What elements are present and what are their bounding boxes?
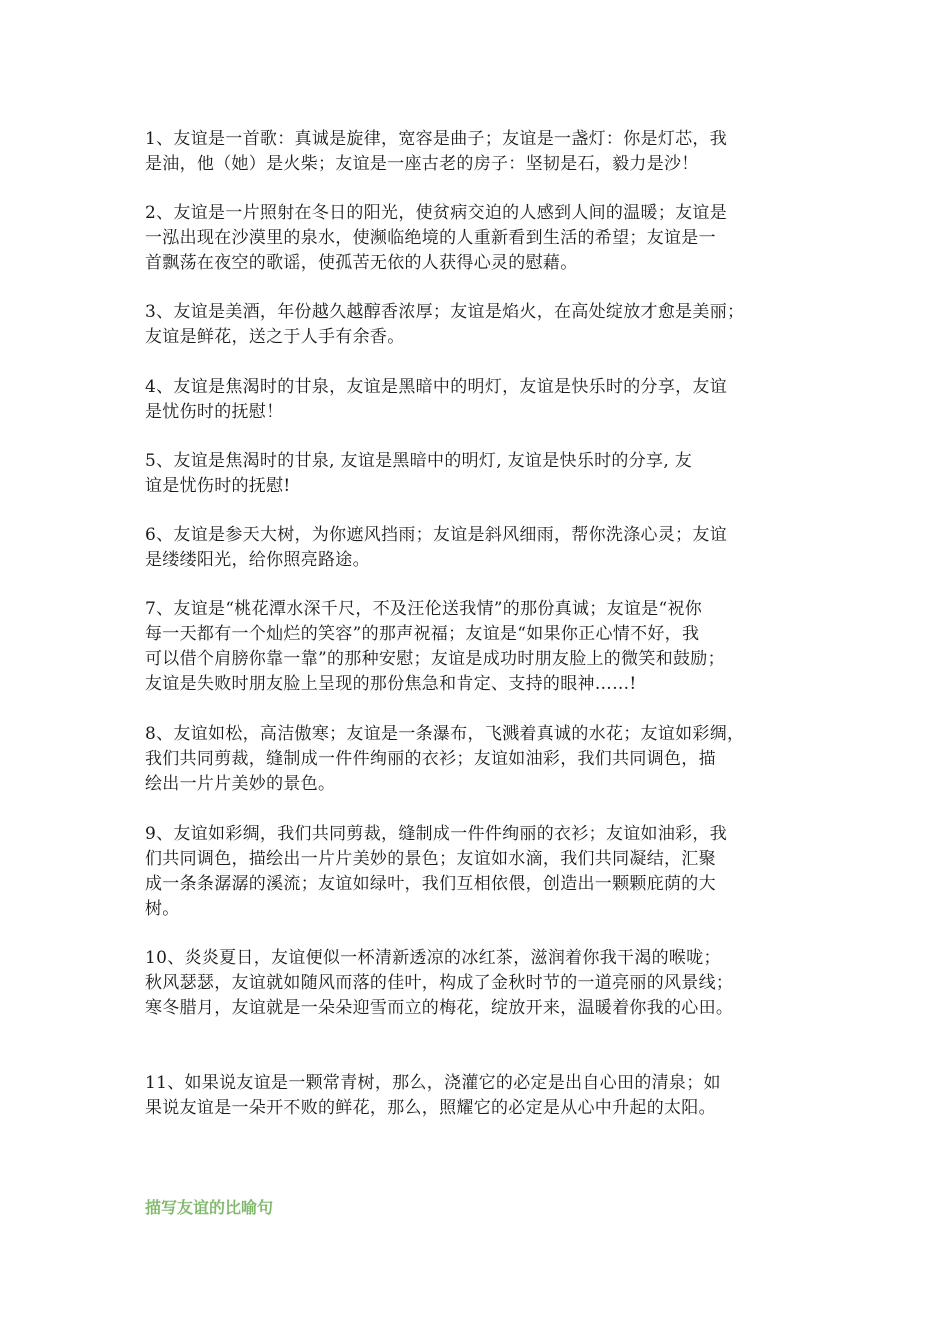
paragraph-6 [145, 523, 825, 573]
paragraph-3 [145, 300, 825, 350]
section-heading: 描写友谊的比喻句 [145, 1198, 274, 1217]
text-line: 3、友谊是美酒，年份越久越醇香浓厚；友谊是焰火，在高处绽放才愈是美丽； [145, 302, 745, 322]
text-line: 8、友谊如松，高洁傲寒；友谊是一条瀑布，飞溅着真诚的水花；友谊如彩绸， [145, 724, 745, 744]
text-line: 我们共同剪裁，缝制成一件件绚丽的衣衫；友谊如油彩，我们共同调色，描 [145, 749, 716, 769]
text-line: 可以借个肩膀你靠一靠”的那种安慰；友谊是成功时朋友脸上的微笑和鼓励； [145, 649, 725, 669]
text-line: 首飘荡在夜空的歌谣，使孤苦无依的人获得心灵的慰藉。 [145, 253, 578, 273]
text-line: 7、友谊是“桃花潭水深千尺，不及汪伦送我情”的那份真诚；友谊是“祝你 [145, 599, 703, 619]
text-line: 果说友谊是一朵开不败的鲜花，那么，照耀它的必定是从心中升起的太阳。 [145, 1098, 716, 1118]
text-line: 11、如果说友谊是一颗常青树，那么，浇灌它的必定是出自心田的清泉；如 [145, 1073, 721, 1093]
text-line: 1、友谊是一首歌：真诚是旋律，宽容是曲子；友谊是一盏灯：你是灯芯，我 [145, 129, 728, 149]
text-line: 友谊是鲜花，送之于人手有余香。 [145, 327, 405, 347]
text-line: 寒冬腊月，友谊就是一朵朵迎雪而立的梅花，绽放开来，温暖着你我的心田。 [145, 998, 734, 1018]
text-line: 谊是忧伤时的抚慰! [145, 476, 291, 496]
text-line: 成一条条潺潺的溪流；友谊如绿叶，我们互相依偎，创造出一颗颗庇荫的大 [145, 874, 716, 894]
paragraph-10 [145, 946, 825, 1021]
text-line: 是缕缕阳光，给你照亮路途。 [145, 550, 370, 570]
paragraph-8 [145, 722, 825, 797]
text-line: 绘出一片片美妙的景色。 [145, 774, 336, 794]
text-line: 4、友谊是焦渴时的甘泉，友谊是黑暗中的明灯，友谊是快乐时的分享，友谊 [145, 377, 728, 397]
paragraph-1 [145, 127, 825, 177]
text-line: 是忧伤时的抚慰！ [145, 402, 284, 422]
paragraph-4 [145, 375, 825, 425]
text-line: 9、友谊如彩绸，我们共同剪裁，缝制成一件件绚丽的衣衫；友谊如油彩，我 [145, 824, 728, 844]
text-line: 友谊是失败时朋友脸上呈现的那份焦急和肯定、支持的眼神……! [145, 674, 637, 694]
text-line: 5、友谊是焦渴时的甘泉, 友谊是黑暗中的明灯, 友谊是快乐时的分享, 友 [145, 451, 693, 471]
text-line: 是油，他（她）是火柴；友谊是一座古老的房子：坚韧是石，毅力是沙！ [145, 154, 699, 174]
paragraph-7 [145, 597, 825, 697]
text-line: 6、友谊是参天大树，为你遮风挡雨；友谊是斜风细雨，帮你洗涤心灵；友谊 [145, 525, 728, 545]
text-line: 们共同调色，描绘出一片片美妙的景色；友谊如水滴，我们共同凝结，汇聚 [145, 849, 716, 869]
text-line: 树。 [145, 899, 180, 919]
text-line: 秋风瑟瑟，友谊就如随风而落的佳叶，构成了金秋时节的一道亮丽的风景线； [145, 973, 734, 993]
text-line: 2、友谊是一片照射在冬日的阳光，使贫病交迫的人感到人间的温暖；友谊是 [145, 203, 728, 223]
text-line: 10、炎炎夏日，友谊便似一杯清新透凉的冰红茶，滋润着你我干渴的喉咙； [145, 948, 721, 968]
text-line: 每一天都有一个灿烂的笑容”的那声祝福；友谊是“如果你正心情不好，我 [145, 624, 700, 644]
paragraph-5 [145, 449, 825, 499]
paragraph-9 [145, 822, 825, 922]
paragraph-2 [145, 201, 825, 276]
text-line: 一泓出现在沙漠里的泉水，使濒临绝境的人重新看到生活的希望；友谊是一 [145, 228, 716, 248]
paragraph-11 [145, 1071, 825, 1121]
